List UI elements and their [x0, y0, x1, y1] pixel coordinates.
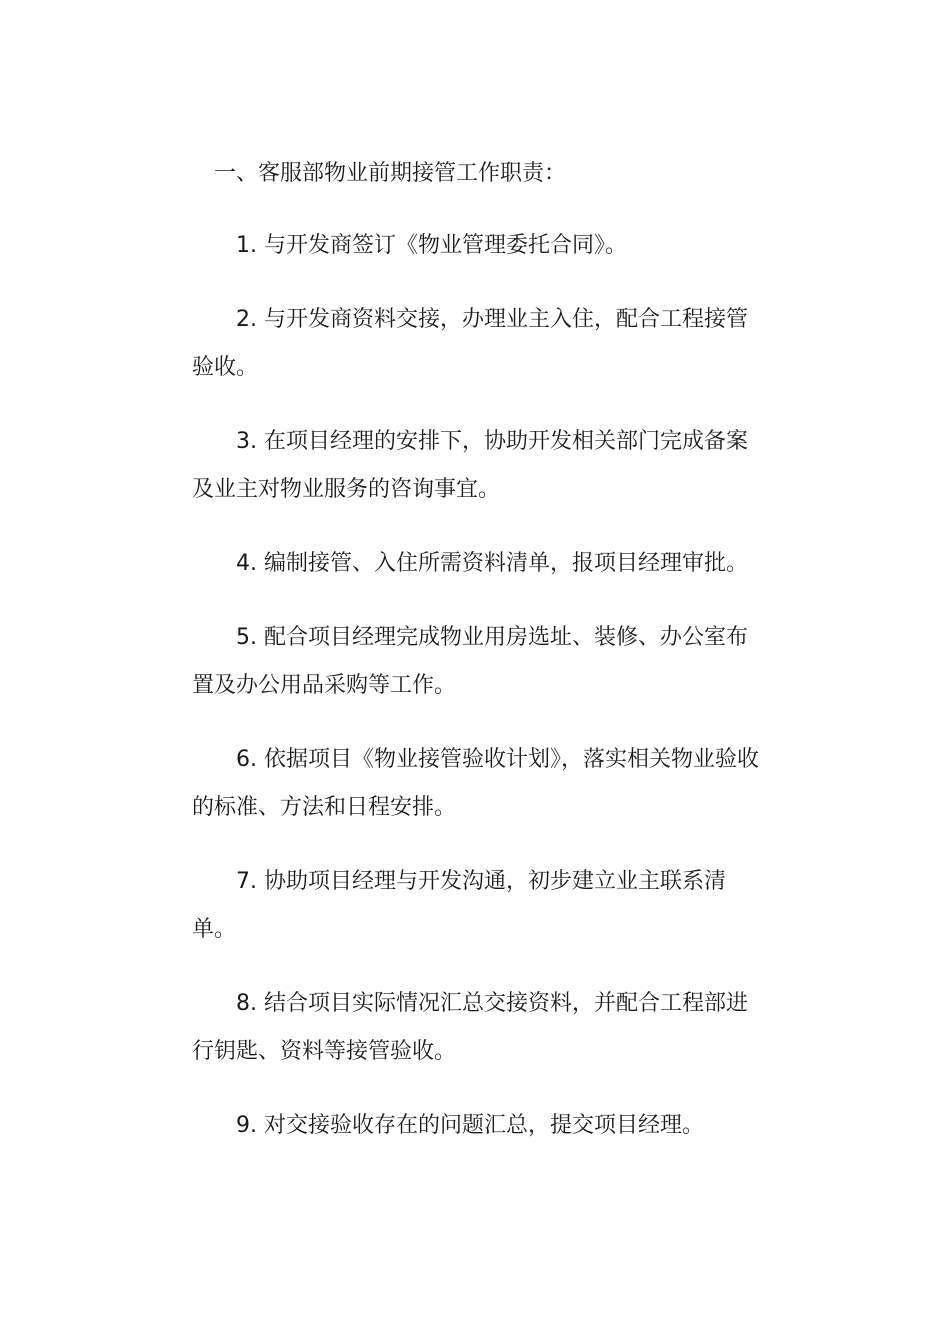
duty-item-9: 9. 对交接验收存在的问题汇总，提交项目经理。 — [236, 1113, 704, 1138]
duty-item-8: 8. 结合项目实际情况汇总交接资料，并配合工程部进行钥匙、资料等接管验收。 — [192, 991, 748, 1064]
duty-item-7: 7. 协助项目经理与开发沟通，初步建立业主联系清单。 — [192, 869, 726, 942]
document-body — [192, 150, 764, 1176]
section-heading: 一、客服部物业前期接管工作职责： — [214, 161, 567, 186]
duty-item-1: 1. 与开发商签订《物业管理委托合同》。 — [236, 233, 627, 258]
duty-item-6: 6. 依据项目《物业接管验收计划》，落实相关物业验收的标准、方法和日程安排。 — [192, 747, 759, 820]
duty-item-3: 3. 在项目经理的安排下，协助开发相关部门完成备案及业主对物业服务的咨询事宜。 — [192, 429, 748, 502]
duty-item-4: 4. 编制接管、入住所需资料清单，报项目经理审批。 — [236, 551, 748, 576]
duty-item-2: 2. 与开发商资料交接，办理业主入住，配合工程接管验收。 — [192, 307, 748, 380]
duty-item-5: 5. 配合项目经理完成物业用房选址、装修、办公室布置及办公用品采购等工作。 — [192, 625, 748, 698]
